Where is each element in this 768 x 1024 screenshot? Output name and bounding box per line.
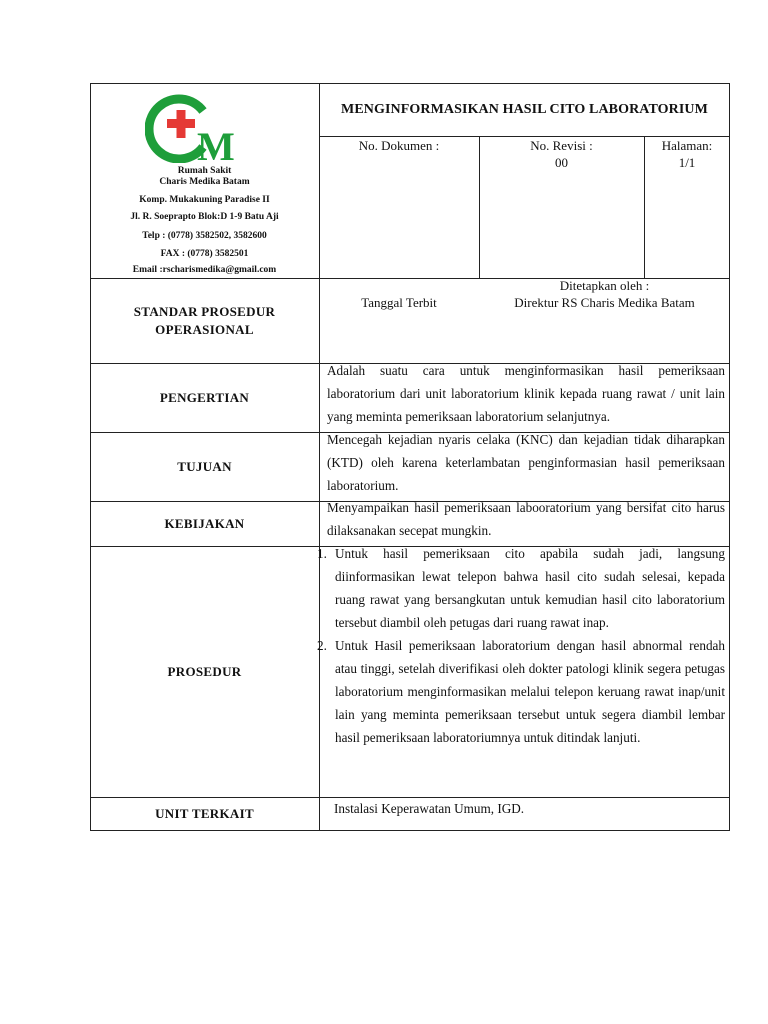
border-right: [729, 83, 730, 831]
hospital-logo-icon: [145, 91, 260, 163]
prosedur-item-number: 1.: [317, 546, 327, 561]
ditetapkan-value: Direktur RS Charis Medika Batam: [514, 295, 695, 310]
sop-document: [90, 83, 730, 831]
unit-terkait-label: UNIT TERKAIT: [155, 806, 254, 821]
no-revisi-cell: [479, 137, 644, 171]
ditetapkan-label: Ditetapkan oleh :: [559, 278, 650, 293]
org-email: Email :rscharismedika@gmail.com: [132, 265, 277, 275]
prosedur-label: PROSEDUR: [167, 664, 242, 679]
tujuan-text: Mencegah kejadian nyaris celaka (KNC) dan kejadian tidak diharapkan (KTD) oleh karena keterlambatan penginformasian hasil pemeriksaan laboratorium.: [327, 432, 725, 493]
tujuan-label: TUJUAN: [177, 459, 232, 474]
org-address-2: Jl. R. Soeprapto Blok:D 1-9 Batu Aji: [130, 212, 279, 222]
unit-terkait-text: Instalasi Keperawatan Umum, IGD.: [334, 801, 525, 816]
document-title: MENGINFORMASIKAN HASIL CITO LABORATORIUM: [341, 101, 708, 117]
prosedur-item-text: Untuk Hasil pemeriksaan laboratorium dengan hasil abnormal rendah atau tinggi, setelah diverifikasi oleh dokter patologi klinik segera petugas laboratorium menginformasikan melalui telepon keruang rawat inap/unit lain yang meminta pemeriksaan tersebut untuk segera diambil lembar hasil pemeriksaan laboratoriumnya untuk ditindak lanjuti.: [335, 638, 725, 745]
svg-text:M: M: [197, 124, 235, 163]
pengertian-text: Adalah suatu cara untuk menginformasikan hasil pemeriksaan laboratorium dari unit laboratorium klinik kepada ruang rawat / unit lain yang meminta pemeriksaan laboratorium selanjutnya.: [327, 363, 725, 424]
tanggal-terbit-label: Tanggal Terbit: [361, 295, 437, 310]
pengertian-label: PENGERTIAN: [159, 390, 250, 405]
prosedur-item-text: Untuk hasil pemeriksaan cito apabila sudah jadi, langsung diinformasikan lewat telepon bahwa hasil cito sudah selesai, kepada ruang rawat yang bersangkutan untuk kemudian hasil cito laboratorium tersebut diambil oleh petugas dari ruang rawat inap.: [335, 546, 725, 630]
prosedur-item: [317, 542, 725, 634]
org-fax: FAX : (0778) 3582501: [160, 249, 249, 259]
prosedur-item: [317, 634, 725, 749]
no-revisi-label: No. Revisi :: [530, 138, 593, 153]
prosedur-item-number: 2.: [317, 638, 327, 653]
no-dokumen-label: No. Dokumen :: [358, 138, 440, 153]
org-phone: Telp : (0778) 3582502, 3582600: [142, 231, 267, 241]
border-bottom: [90, 830, 730, 831]
halaman-value: 1/1: [678, 155, 696, 170]
ditetapkan-cell: [479, 277, 730, 311]
org-type: Rumah Sakit: [177, 166, 232, 176]
prosedur-list: [317, 542, 729, 749]
kebijakan-label: KEBIJAKAN: [164, 516, 245, 531]
spo-label-line2: OPERASIONAL: [155, 322, 254, 337]
spo-label: [90, 279, 319, 363]
org-name: Charis Medika Batam: [159, 177, 250, 187]
spo-label-line1: STANDAR PROSEDUR: [133, 304, 276, 319]
kebijakan-text: Menyampaikan hasil pemeriksaan labooratorium yang bersifat cito harus dilaksanakan secepat mungkin.: [327, 500, 725, 538]
hospital-header: [90, 83, 319, 278]
halaman-cell: [644, 137, 730, 171]
org-address-1: Komp. Mukakuning Paradise II: [139, 195, 270, 205]
halaman-label: Halaman:: [661, 138, 713, 153]
no-revisi-value: 00: [555, 155, 568, 170]
